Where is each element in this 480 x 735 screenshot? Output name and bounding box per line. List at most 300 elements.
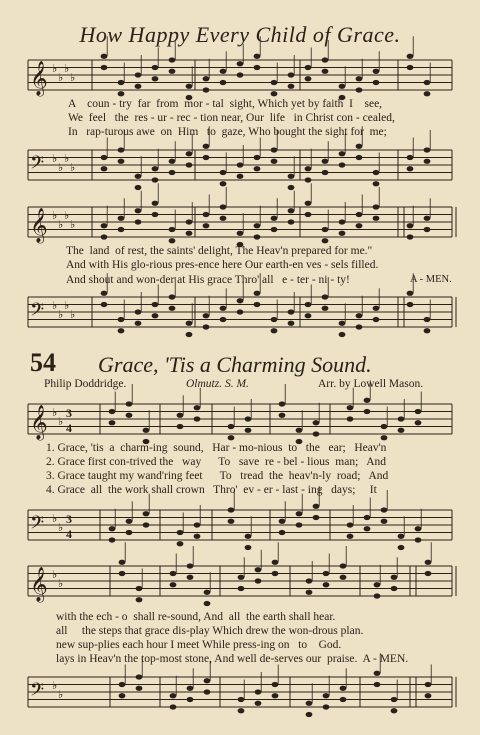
note-head — [135, 72, 142, 77]
note-head — [170, 693, 177, 698]
note-head — [194, 534, 201, 539]
note-head — [152, 76, 159, 81]
time-signature-top: 3 — [66, 406, 72, 420]
note-head — [356, 155, 363, 160]
note-head — [425, 560, 432, 565]
flat-icon: ♭ — [52, 62, 58, 75]
note-head — [169, 306, 176, 311]
note-head — [119, 693, 126, 698]
flat-icon: ♭ — [52, 679, 58, 692]
note-head — [323, 693, 330, 698]
note-head — [135, 219, 142, 224]
note-head — [407, 223, 414, 228]
note-head — [424, 227, 431, 232]
note-head — [391, 708, 398, 713]
note-head — [186, 219, 193, 224]
note-head — [169, 69, 176, 74]
hymn-54-verse-3-line-1: 3. Grace taught my wand'ring feet To tread the heav'n-ly road; And — [46, 470, 389, 482]
note-head — [415, 409, 422, 414]
note-head — [373, 204, 380, 209]
note-head — [373, 69, 380, 74]
note-head — [228, 507, 235, 512]
flat-icon: ♭ — [64, 62, 70, 75]
note-head — [323, 704, 330, 709]
flat-icon: ♭ — [52, 568, 58, 581]
note-head — [288, 174, 295, 179]
note-head — [313, 515, 320, 520]
time-signature-bottom: 4 — [66, 421, 72, 435]
hymn-54-verse-4-line-1: 4. Grace all the work shall crown Thro' ev - er - last - ing days; It — [46, 484, 377, 496]
note-head — [169, 227, 176, 232]
note-head — [415, 537, 422, 542]
note-head — [339, 321, 346, 326]
note-head — [109, 537, 116, 542]
note-head — [347, 405, 354, 410]
note-head — [407, 234, 414, 239]
note-head — [237, 298, 244, 303]
note-head — [322, 306, 329, 311]
note-head — [187, 563, 194, 568]
note-head — [238, 586, 245, 591]
note-head — [203, 223, 210, 228]
note-head — [356, 87, 363, 92]
bass-clef-icon: 𝄢 — [30, 153, 45, 178]
note-head — [152, 177, 159, 182]
note-head — [118, 147, 125, 152]
note-head — [306, 590, 313, 595]
time-signature-bottom: 4 — [66, 527, 72, 541]
note-head — [305, 212, 312, 217]
note-head — [126, 401, 133, 406]
note-head — [424, 328, 431, 333]
flat-icon: ♭ — [52, 209, 58, 222]
bass-clef-icon: 𝄢 — [30, 300, 45, 325]
hymn-54-verse-2-line-2: all the steps that grace dis-play Which drew the won-drous plan. — [56, 625, 364, 637]
hymn-54-verse-4-line-2: lays in Heav'n the top-most stone, And well de-serves our praise. A - MEN. — [56, 653, 409, 665]
time-signature-top: 3 — [66, 512, 72, 526]
treble-clef-icon: 𝄞 — [30, 567, 48, 602]
bass-clef-icon: 𝄢 — [30, 680, 45, 705]
note-head — [347, 416, 354, 421]
note-head — [364, 409, 371, 414]
note-head — [424, 91, 431, 96]
note-head — [339, 151, 346, 156]
note-head — [306, 712, 313, 717]
note-head — [203, 87, 210, 92]
note-head — [322, 159, 329, 164]
note-head — [356, 76, 363, 81]
note-head — [356, 144, 363, 149]
note-head — [425, 682, 432, 687]
note-head — [126, 413, 133, 418]
note-head — [186, 321, 193, 326]
note-head — [220, 216, 227, 221]
note-head — [424, 216, 431, 221]
note-head — [136, 597, 143, 602]
flat-icon: ♭ — [52, 406, 58, 419]
note-head — [339, 332, 346, 337]
treble-clef-icon: 𝄞 — [30, 61, 48, 96]
note-head — [271, 328, 278, 333]
flat-icon: ♭ — [58, 218, 64, 231]
note-head — [288, 185, 295, 190]
note-head — [135, 321, 142, 326]
note-head — [118, 328, 125, 333]
hymn-53-title: How Happy Every Child of Grace. — [79, 22, 401, 47]
note-head — [306, 578, 313, 583]
hymn-53-lyric-line-6: And shout and won-der at His grace Thro' all e - ter - ni - ty! — [66, 274, 350, 286]
note-head — [305, 76, 312, 81]
note-head — [296, 428, 303, 433]
note-head — [373, 216, 380, 221]
note-head — [177, 424, 184, 429]
note-head — [271, 159, 278, 164]
note-head — [152, 313, 159, 318]
note-head — [177, 413, 184, 418]
note-head — [255, 689, 262, 694]
note-head — [356, 324, 363, 329]
note-head — [220, 204, 227, 209]
note-head — [381, 424, 388, 429]
note-head — [220, 170, 227, 175]
note-head — [374, 682, 381, 687]
note-head — [279, 401, 286, 406]
note-head — [339, 219, 346, 224]
note-head — [136, 686, 143, 691]
note-head — [204, 590, 211, 595]
note-head — [415, 420, 422, 425]
note-head — [220, 306, 227, 311]
note-head — [364, 526, 371, 531]
flat-icon: ♭ — [52, 512, 58, 525]
note-head — [356, 223, 363, 228]
note-head — [228, 435, 235, 440]
note-head — [118, 227, 125, 232]
note-head — [254, 166, 261, 171]
hymn-54-verse-1-line-1: 1. Grace, 'tis a charm-ing sound, Har - mo-nious to the ear; Heav'n — [46, 442, 387, 454]
note-head — [177, 541, 184, 546]
note-head — [245, 428, 252, 433]
flat-icon: ♭ — [58, 688, 64, 701]
note-head — [340, 575, 347, 580]
note-head — [101, 155, 108, 160]
flat-icon: ♭ — [58, 577, 64, 590]
note-head — [339, 84, 346, 89]
note-head — [186, 151, 193, 156]
note-head — [152, 302, 159, 307]
note-head — [186, 231, 193, 236]
note-head — [109, 420, 116, 425]
note-head — [424, 317, 431, 322]
note-head — [322, 227, 329, 232]
flat-icon: ♭ — [70, 308, 76, 321]
note-head — [254, 65, 261, 70]
note-head — [398, 416, 405, 421]
note-head — [186, 332, 193, 337]
note-head — [374, 671, 381, 676]
note-head — [203, 324, 210, 329]
note-head — [203, 313, 210, 318]
note-head — [135, 84, 142, 89]
note-head — [305, 313, 312, 318]
note-head — [101, 302, 108, 307]
note-head — [220, 69, 227, 74]
note-head — [220, 317, 227, 322]
note-head — [254, 155, 261, 160]
note-head — [194, 416, 201, 421]
flat-icon: ♭ — [70, 161, 76, 174]
note-head — [228, 424, 235, 429]
note-head — [398, 534, 405, 539]
note-head — [340, 697, 347, 702]
note-head — [101, 223, 108, 228]
note-head — [339, 162, 346, 167]
note-head — [187, 575, 194, 580]
note-head — [373, 170, 380, 175]
note-head — [322, 170, 329, 175]
note-head — [271, 317, 278, 322]
note-head — [118, 317, 125, 322]
note-head — [279, 530, 286, 535]
flat-icon: ♭ — [58, 71, 64, 84]
flat-icon: ♭ — [52, 299, 58, 312]
note-head — [407, 155, 414, 160]
note-head — [288, 309, 295, 314]
note-head — [255, 578, 262, 583]
note-head — [373, 80, 380, 85]
note-head — [313, 420, 320, 425]
note-head — [118, 91, 125, 96]
note-head — [237, 72, 244, 77]
note-head — [340, 686, 347, 691]
note-head — [391, 575, 398, 580]
note-head — [170, 582, 177, 587]
note-head — [296, 511, 303, 516]
note-head — [407, 302, 414, 307]
note-head — [255, 701, 262, 706]
hymn-53-lyric-line-1: A coun - try far from mor - tal sight, Which yet by faith I see, — [68, 98, 383, 110]
note-head — [245, 534, 252, 539]
note-head — [101, 291, 108, 296]
hymn-53-lyric-line-2: We feel the res - ur - rec - tion near, Our life in Christ con - cealed, — [68, 112, 395, 124]
note-head — [254, 54, 261, 59]
note-head — [254, 234, 261, 239]
note-head — [237, 174, 244, 179]
note-head — [288, 321, 295, 326]
note-head — [152, 201, 159, 206]
note-head — [374, 593, 381, 598]
bass-clef-icon: 𝄢 — [30, 513, 45, 538]
note-head — [169, 294, 176, 299]
note-head — [187, 697, 194, 702]
flat-icon: ♭ — [58, 415, 64, 428]
note-head — [323, 571, 330, 576]
hymn-54-tune: Olmutz. S. M. — [186, 378, 249, 390]
note-head — [364, 398, 371, 403]
note-head — [271, 227, 278, 232]
hymn-54-author: Philip Doddridge. — [44, 378, 127, 390]
note-head — [238, 697, 245, 702]
hymn-54-number: 54 — [30, 348, 56, 377]
note-head — [101, 166, 108, 171]
note-head — [203, 144, 210, 149]
note-head — [169, 170, 176, 175]
note-head — [356, 313, 363, 318]
note-head — [374, 582, 381, 587]
note-head — [245, 545, 252, 550]
note-head — [143, 511, 150, 516]
note-head — [305, 302, 312, 307]
note-head — [186, 162, 193, 167]
note-head — [407, 65, 414, 70]
note-head — [323, 582, 330, 587]
note-head — [220, 80, 227, 85]
note-head — [272, 560, 279, 565]
note-head — [237, 162, 244, 167]
note-head — [340, 563, 347, 568]
hymn-54-verse-2-line-1: 2. Grace first con-trived the way To save re - bel - lious man; And — [46, 456, 387, 468]
note-head — [381, 435, 388, 440]
note-head — [279, 413, 286, 418]
note-head — [204, 678, 211, 683]
note-head — [170, 571, 177, 576]
note-head — [305, 166, 312, 171]
note-head — [424, 80, 431, 85]
note-head — [254, 302, 261, 307]
note-head — [271, 91, 278, 96]
note-head — [254, 223, 261, 228]
note-head — [424, 147, 431, 152]
note-head — [271, 216, 278, 221]
flat-icon: ♭ — [64, 209, 70, 222]
note-head — [373, 317, 380, 322]
note-head — [356, 212, 363, 217]
flat-icon: ♭ — [64, 299, 70, 312]
note-head — [118, 159, 125, 164]
note-head — [228, 519, 235, 524]
note-head — [381, 507, 388, 512]
hymn-53-lyric-line-5: And with His glo-rious pres-ence here Our earth-en ves - sels filled. — [66, 259, 379, 271]
note-head — [373, 306, 380, 311]
flat-icon: ♭ — [58, 161, 64, 174]
note-head — [109, 526, 116, 531]
hymn-54-verse-1-line-2: with the ech - o shall re-sound, And all the earth shall hear. — [56, 611, 336, 623]
note-head — [272, 682, 279, 687]
note-head — [254, 291, 261, 296]
note-head — [143, 522, 150, 527]
note-head — [339, 231, 346, 236]
note-head — [119, 560, 126, 565]
note-head — [322, 238, 329, 243]
hymn-54-title: Grace, 'Tis a Charming Sound. — [98, 352, 372, 377]
note-head — [347, 522, 354, 527]
note-head — [237, 61, 244, 66]
note-head — [288, 84, 295, 89]
note-head — [305, 65, 312, 70]
note-head — [136, 586, 143, 591]
note-head — [391, 586, 398, 591]
note-head — [288, 219, 295, 224]
note-head — [204, 689, 211, 694]
note-head — [391, 697, 398, 702]
note-head — [322, 57, 329, 62]
note-head — [152, 212, 159, 217]
note-head — [272, 693, 279, 698]
note-head — [203, 155, 210, 160]
note-head — [119, 571, 126, 576]
note-head — [313, 431, 320, 436]
note-head — [279, 519, 286, 524]
note-head — [118, 80, 125, 85]
note-head — [135, 174, 142, 179]
flat-icon: ♭ — [64, 152, 70, 165]
note-head — [169, 238, 176, 243]
note-head — [381, 519, 388, 524]
note-head — [101, 54, 108, 59]
note-head — [415, 526, 422, 531]
note-head — [203, 76, 210, 81]
note-head — [203, 212, 210, 217]
note-head — [255, 567, 262, 572]
note-head — [152, 65, 159, 70]
note-head — [288, 72, 295, 77]
note-head — [271, 147, 278, 152]
note-head — [204, 601, 211, 606]
note-head — [136, 674, 143, 679]
flat-icon: ♭ — [70, 71, 76, 84]
treble-clef-icon: 𝄞 — [30, 405, 48, 440]
note-head — [237, 309, 244, 314]
note-head — [288, 208, 295, 213]
note-head — [364, 515, 371, 520]
note-head — [322, 69, 329, 74]
note-head — [407, 166, 414, 171]
note-head — [347, 534, 354, 539]
note-head — [306, 701, 313, 706]
flat-icon: ♭ — [70, 218, 76, 231]
note-head — [424, 159, 431, 164]
note-head — [373, 181, 380, 186]
note-head — [305, 201, 312, 206]
flat-icon: ♭ — [58, 521, 64, 534]
note-head — [118, 216, 125, 221]
note-head — [305, 177, 312, 182]
note-head — [143, 428, 150, 433]
note-head — [245, 416, 252, 421]
note-head — [169, 159, 176, 164]
note-head — [177, 530, 184, 535]
note-head — [101, 65, 108, 70]
hymn-54-verse-3-line-2: new sup-plies each hour I meet While press-ing on to God. — [56, 639, 342, 651]
note-head — [272, 571, 279, 576]
note-head — [271, 80, 278, 85]
flat-icon: ♭ — [58, 308, 64, 321]
note-head — [238, 708, 245, 713]
note-head — [152, 166, 159, 171]
note-head — [313, 504, 320, 509]
note-head — [135, 185, 142, 190]
note-head — [398, 545, 405, 550]
note-head — [169, 57, 176, 62]
hymn-53-lyric-line-4: The land of rest, the saints' delight, The Heav'n prepared for me." — [66, 245, 373, 257]
note-head — [187, 686, 194, 691]
note-head — [238, 575, 245, 580]
note-head — [237, 231, 244, 236]
note-head — [220, 181, 227, 186]
treble-clef-icon: 𝄞 — [30, 208, 48, 243]
note-head — [194, 405, 201, 410]
hymn-53-amen: A - MEN. — [410, 274, 452, 285]
